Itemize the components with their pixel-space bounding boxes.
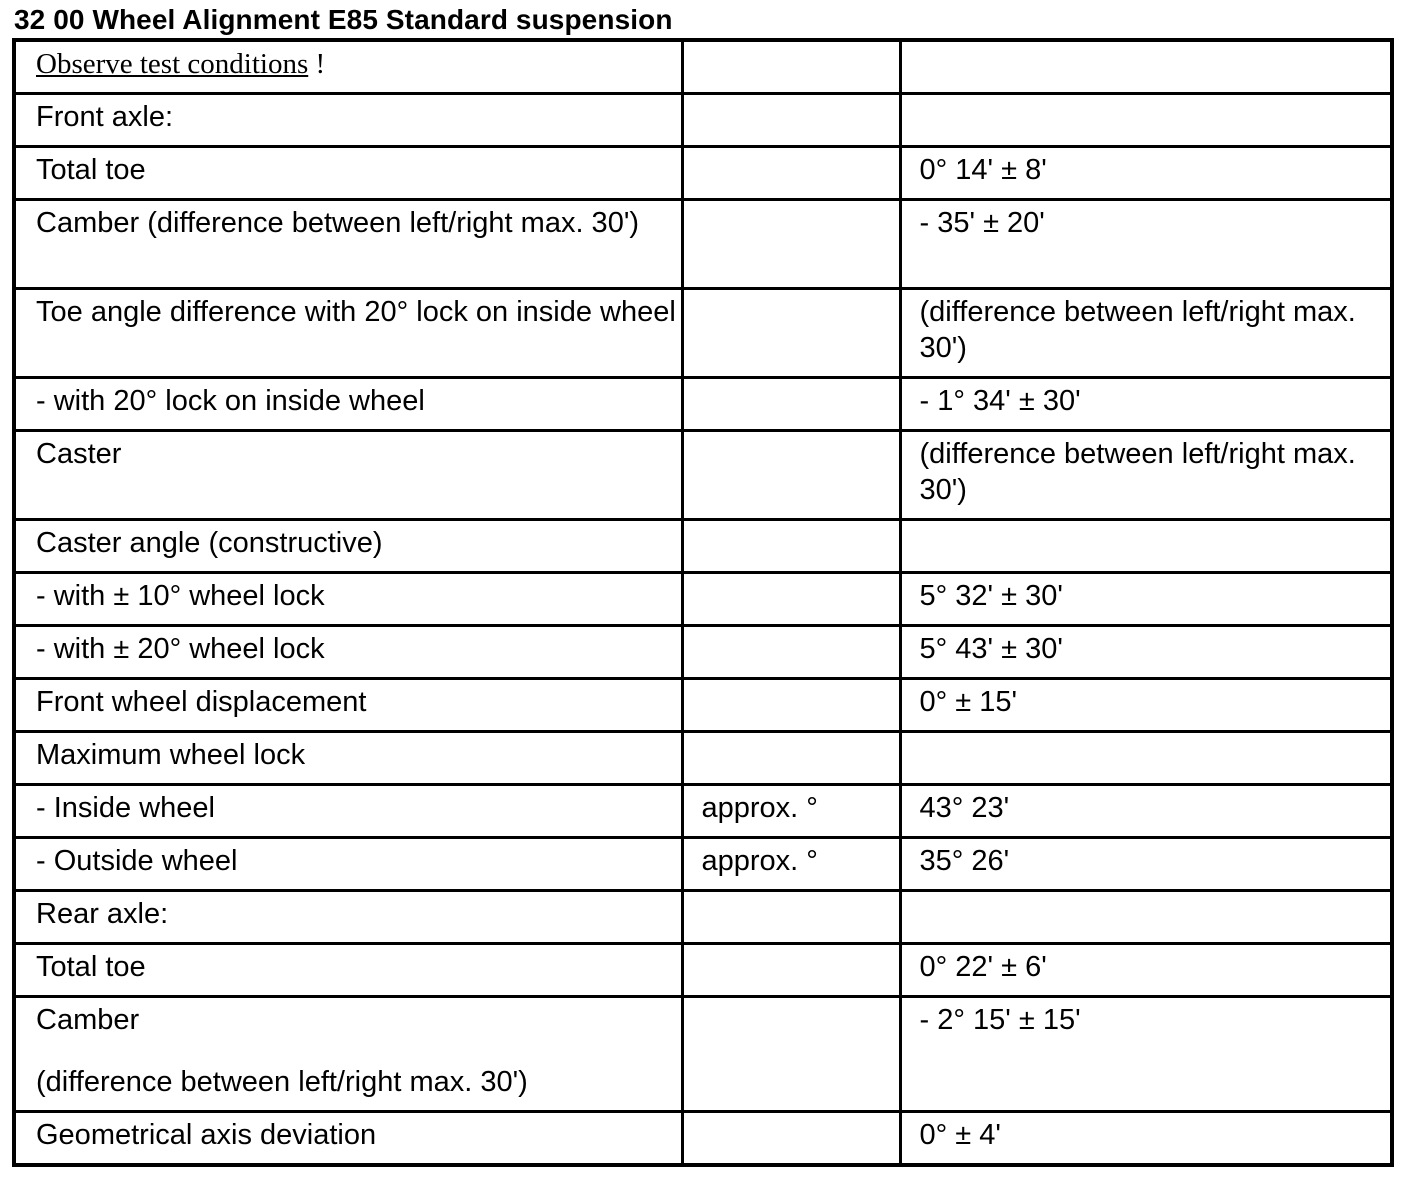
spec-unit-cell — [682, 520, 900, 573]
table-row-test-conditions — [14, 40, 1392, 94]
spec-label-cell: Caster angle (constructive) — [14, 520, 682, 573]
spec-unit-cell — [682, 891, 900, 944]
spec-value-cell: 0° 22' ± 6' — [900, 944, 1392, 997]
table-row — [14, 785, 1392, 838]
test-conditions-note — [14, 40, 682, 94]
spec-unit-cell — [682, 94, 900, 147]
spec-value-cell: 5° 43' ± 30' — [900, 626, 1392, 679]
spec-label-cell: - with ± 20° wheel lock — [14, 626, 682, 679]
table-row — [14, 891, 1392, 944]
spec-value-cell: (difference between left/right max. 30') — [900, 431, 1392, 520]
rear-camber-label: Camber — [36, 1004, 140, 1036]
table-row — [14, 378, 1392, 431]
table-row — [14, 147, 1392, 200]
spec-unit-cell — [682, 1112, 900, 1166]
spec-value-cell — [900, 40, 1392, 94]
spec-label-cell: - with 20° lock on inside wheel — [14, 378, 682, 431]
spec-value-cell — [900, 520, 1392, 573]
spec-unit-cell — [682, 378, 900, 431]
table-row — [14, 200, 1392, 289]
spec-label-cell: Front wheel displacement — [14, 679, 682, 732]
table-row — [14, 520, 1392, 573]
spec-value-cell — [900, 732, 1392, 785]
spec-unit-cell — [682, 626, 900, 679]
spec-label-cell: Total toe — [14, 147, 682, 200]
alignment-spec-table — [12, 38, 1394, 1167]
table-row — [14, 732, 1392, 785]
spec-value-cell: 0° ± 15' — [900, 679, 1392, 732]
spec-value-cell: 43° 23' — [900, 785, 1392, 838]
spec-unit-cell — [682, 732, 900, 785]
spec-value-cell — [900, 94, 1392, 147]
spec-label-cell: Maximum wheel lock — [14, 732, 682, 785]
table-row — [14, 944, 1392, 997]
spec-label-cell: Caster — [14, 431, 682, 520]
spec-label-cell: Rear axle: — [14, 891, 682, 944]
spec-label-cell: Camber (difference between left/right max. 30') — [14, 200, 682, 289]
table-row — [14, 94, 1392, 147]
table-row — [14, 679, 1392, 732]
spec-unit-cell — [682, 147, 900, 200]
spec-label-cell: - Outside wheel — [14, 838, 682, 891]
table-row — [14, 431, 1392, 520]
spec-unit-cell: approx. ° — [682, 838, 900, 891]
spec-label-cell: Front axle: — [14, 94, 682, 147]
spec-unit-cell: approx. ° — [682, 785, 900, 838]
spec-value-cell — [900, 891, 1392, 944]
spec-value-cell: (difference between left/right max. 30') — [900, 289, 1392, 378]
spec-value-cell: - 1° 34' ± 30' — [900, 378, 1392, 431]
table-row — [14, 1112, 1392, 1166]
spec-value-cell: 0° ± 4' — [900, 1112, 1392, 1166]
spec-value-cell: - 35' ± 20' — [900, 200, 1392, 289]
table-row — [14, 997, 1392, 1112]
table-row — [14, 626, 1392, 679]
test-conditions-link: Observe test conditions — [36, 48, 309, 80]
spec-label-cell: Total toe — [14, 944, 682, 997]
spec-label-cell: Toe angle difference with 20° lock on inside wheel — [14, 289, 682, 378]
spec-unit-cell — [682, 573, 900, 626]
spec-unit-cell — [682, 997, 900, 1112]
table-row — [14, 289, 1392, 378]
spec-unit-cell — [682, 431, 900, 520]
rear-camber-note: (difference between left/right max. 30') — [36, 1066, 528, 1098]
test-conditions-exclamation: ! — [308, 48, 326, 80]
spec-label-cell: Geometrical axis deviation — [14, 1112, 682, 1166]
spec-label-cell: - Inside wheel — [14, 785, 682, 838]
spec-value-cell: 0° 14' ± 8' — [900, 147, 1392, 200]
spec-value-cell: 35° 26' — [900, 838, 1392, 891]
table-row — [14, 573, 1392, 626]
document-title: 32 00 Wheel Alignment E85 Standard suspension — [14, 4, 673, 35]
spec-value-cell: - 2° 15' ± 15' — [900, 997, 1392, 1112]
table-row — [14, 838, 1392, 891]
spec-value-cell: 5° 32' ± 30' — [900, 573, 1392, 626]
spec-label-cell — [14, 997, 682, 1112]
spec-unit-cell — [682, 200, 900, 289]
spec-unit-cell — [682, 944, 900, 997]
spec-label-cell: - with ± 10° wheel lock — [14, 573, 682, 626]
spec-unit-cell — [682, 679, 900, 732]
spec-unit-cell — [682, 40, 900, 94]
spec-unit-cell — [682, 289, 900, 378]
